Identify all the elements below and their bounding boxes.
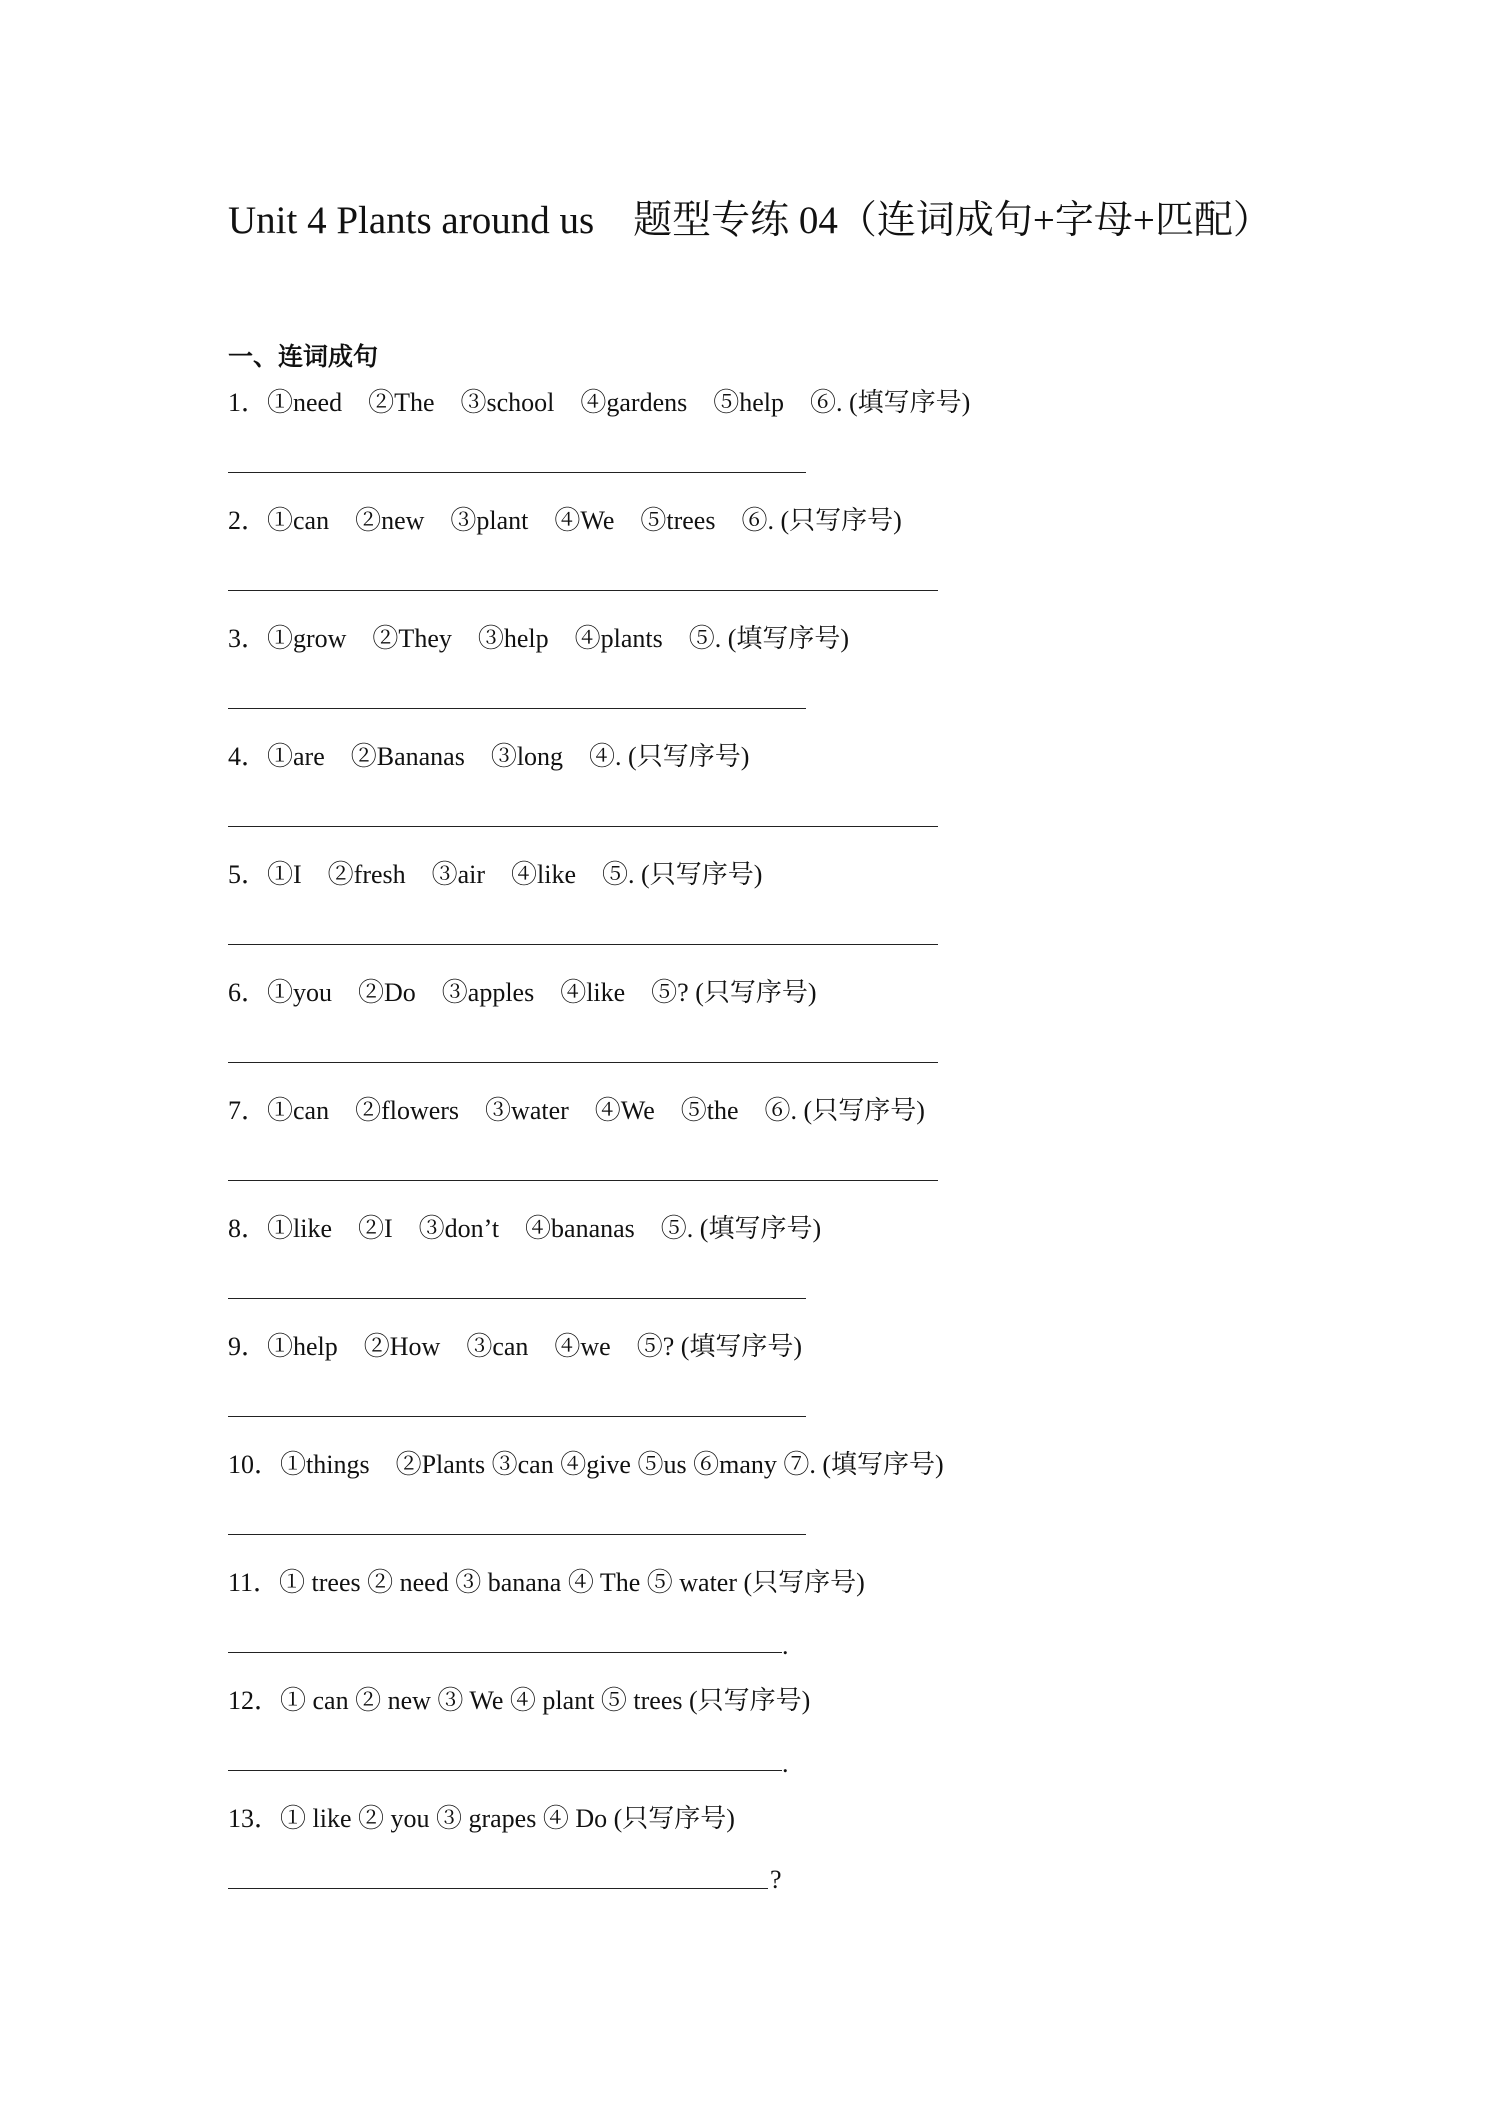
question-8: 8．①like ②I ③don’t ④bananas ⑤. (填写序号) — [228, 1214, 822, 1243]
question-13: 13．① like ② you ③ grapes ④ Do (只写序号) — [228, 1804, 735, 1833]
question-2: 2．①can ②new ③plant ④We ⑤trees ⑥. (只写序号) — [228, 506, 902, 535]
question-12: 12．① can ② new ③ We ④ plant ⑤ trees (只写序号) — [228, 1686, 811, 1715]
question-7: 7．①can ②flowers ③water ④We ⑤the ⑥. (只写序号) — [228, 1096, 925, 1125]
answer-line-6[interactable] — [228, 1062, 938, 1063]
answer-line-10[interactable] — [228, 1534, 806, 1535]
answer-end-punctuation-11: . — [782, 1631, 789, 1660]
question-10: 10．①things ②Plants ③can ④give ⑤us ⑥many ⑦. (填写序号) — [228, 1450, 944, 1479]
question-4: 4．①are ②Bananas ③long ④. (只写序号) — [228, 742, 750, 771]
question-1: 1．①need ②The ③school ④gardens ⑤help ⑥. (填写序号) — [228, 388, 971, 417]
answer-line-12[interactable] — [228, 1770, 782, 1771]
answer-end-punctuation-13: ? — [770, 1865, 782, 1894]
question-6: 6．①you ②Do ③apples ④like ⑤? (只写序号) — [228, 978, 817, 1007]
question-5: 5．①I ②fresh ③air ④like ⑤. (只写序号) — [228, 860, 763, 889]
question-11: 11．① trees ② need ③ banana ④ The ⑤ water (只写序号) — [228, 1568, 865, 1597]
answer-line-3[interactable] — [228, 708, 806, 709]
answer-line-4[interactable] — [228, 826, 938, 827]
answer-line-11[interactable] — [228, 1652, 782, 1653]
answer-line-5[interactable] — [228, 944, 938, 945]
page-title: Unit 4 Plants around us 题型专练 04（连词成句+字母+匹配） — [228, 199, 1272, 242]
answer-line-1[interactable] — [228, 472, 806, 473]
answer-line-9[interactable] — [228, 1416, 806, 1417]
question-3: 3．①grow ②They ③help ④plants ⑤. (填写序号) — [228, 624, 850, 653]
answer-line-13[interactable] — [228, 1888, 768, 1889]
answer-line-2[interactable] — [228, 590, 938, 591]
question-9: 9．①help ②How ③can ④we ⑤? (填写序号) — [228, 1332, 803, 1361]
answer-line-7[interactable] — [228, 1180, 938, 1181]
answer-end-punctuation-12: . — [782, 1749, 789, 1778]
answer-line-8[interactable] — [228, 1298, 806, 1299]
section-heading: 一、连词成句 — [228, 342, 379, 371]
